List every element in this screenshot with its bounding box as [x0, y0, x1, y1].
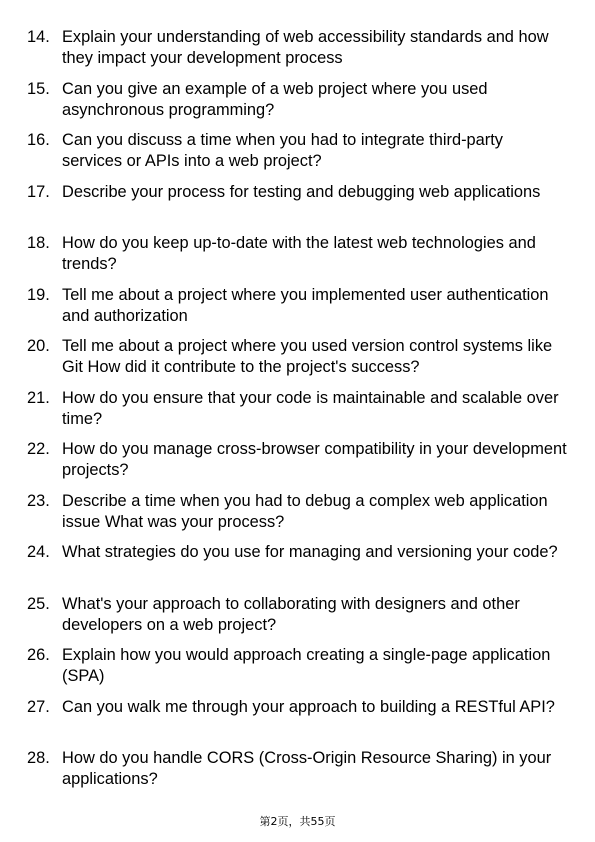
question-number: 28. [27, 749, 50, 767]
question-item [27, 645, 567, 697]
question-item [27, 542, 567, 594]
question-number: 21. [27, 388, 50, 407]
question-number: 19. [27, 285, 50, 304]
question-text: How do you ensure that your code is maintainable and scalable over time? [62, 388, 559, 428]
question-text: What's your approach to collaborating with designers and other developers on a web project? [62, 594, 520, 634]
question-text: Can you walk me through your approach to building a RESTful API? [62, 697, 555, 716]
page-number-footer: 第2页，共55页 [259, 815, 336, 828]
question-list [27, 27, 567, 800]
question-text: Describe your process for testing and debugging web applications [62, 182, 541, 201]
question-item [27, 748, 567, 800]
question-item [27, 27, 567, 79]
question-item [27, 439, 567, 491]
question-text: How do you manage cross-browser compatibility in your development projects? [62, 440, 567, 479]
question-number: 15. [27, 79, 50, 98]
question-item [27, 388, 567, 440]
question-text: How do you keep up-to-date with the latest web technologies and trends? [62, 234, 536, 273]
question-item [27, 594, 567, 646]
question-text: Tell me about a project where you implemented user authentication and authorization [62, 285, 549, 325]
question-item [27, 697, 567, 749]
question-number: 24. [27, 543, 50, 561]
question-item [27, 79, 567, 131]
question-number: 27. [27, 697, 50, 716]
question-text: Can you give an example of a web project where you used asynchronous programming? [62, 79, 488, 119]
question-text: Can you discuss a time when you had to integrate third-party services or APIs into a web project? [62, 131, 503, 170]
question-text: Tell me about a project where you used version control systems like Git How did it contribute to the project's success? [62, 337, 553, 376]
question-text: How do you handle CORS (Cross-Origin Resource Sharing) in your applications? [62, 749, 552, 788]
question-text: Explain your understanding of web accessibility standards and how they impact your development process [62, 28, 549, 67]
question-text: What strategies do you use for managing and versioning your code? [62, 543, 558, 561]
question-number: 16. [27, 131, 50, 149]
question-number: 14. [27, 28, 50, 46]
question-number: 22. [27, 440, 50, 458]
question-number: 23. [27, 491, 50, 510]
question-number: 18. [27, 234, 50, 252]
question-item [27, 182, 567, 234]
question-item [27, 233, 567, 285]
question-item [27, 336, 567, 388]
question-text: Explain how you would approach creating a single-page application (SPA) [62, 646, 551, 685]
question-item [27, 491, 567, 543]
question-text: Describe a time when you had to debug a complex web application issue What was your process? [62, 491, 548, 531]
question-item [27, 130, 567, 182]
question-number: 17. [27, 182, 50, 201]
question-number: 26. [27, 646, 50, 664]
question-number: 25. [27, 594, 50, 613]
question-number: 20. [27, 337, 50, 355]
question-item [27, 285, 567, 337]
